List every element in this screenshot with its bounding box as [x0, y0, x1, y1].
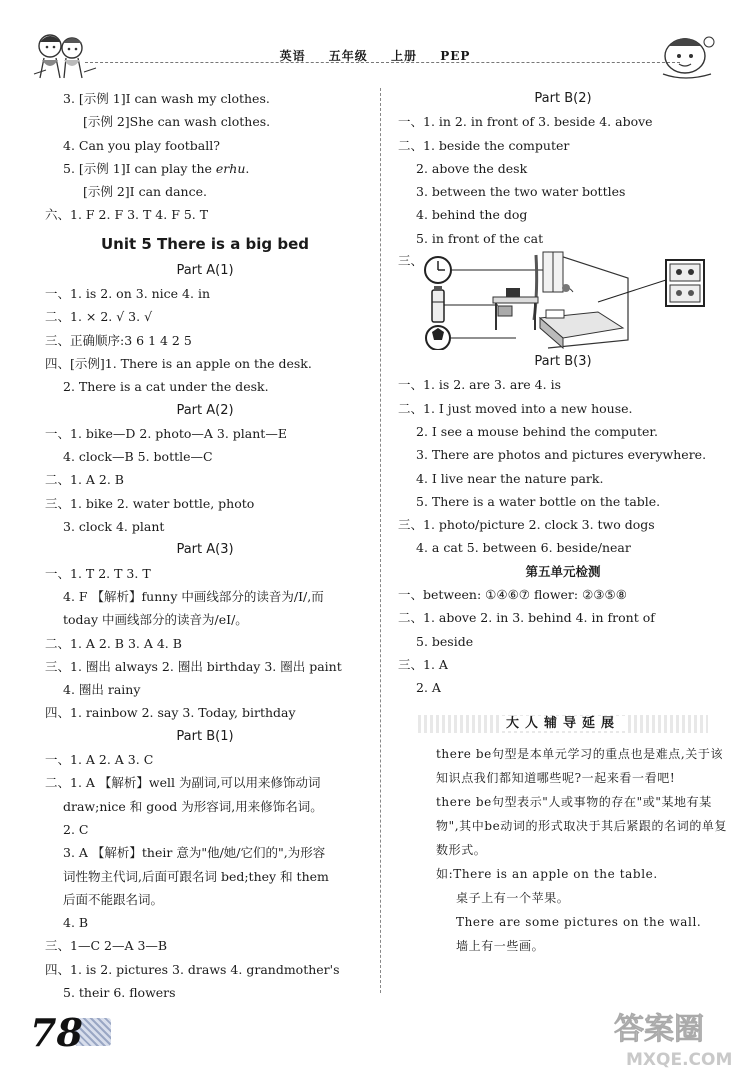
banner-title — [418, 712, 708, 736]
part-title: Part A(1) — [176, 262, 234, 278]
answer-line: 3. A 【解析】their 意为"他/她/它们的",为形容 — [63, 845, 326, 861]
answer-text: . — [245, 160, 250, 176]
answer-line: 三、1. photo/picture 2. clock 3. two dogs — [398, 517, 655, 533]
answer-line: 4. F 【解析】funny 中画线部分的读音为/I/,而 — [63, 588, 324, 604]
page-number: 78 — [30, 1010, 83, 1055]
part-title: Part A(2) — [176, 402, 234, 418]
ball-icon — [426, 326, 450, 350]
bedroom-icon — [493, 252, 628, 348]
answer-line: 二、1. A 2. B — [45, 472, 124, 488]
answer-line: 四、1. rainbow 2. say 3. Today, birthday — [45, 705, 296, 721]
part-title: Part B(1) — [176, 728, 234, 744]
water-bottle-icon — [432, 286, 444, 322]
answer-line: 二、1. beside the computer — [398, 137, 570, 153]
answer-line: 3. There are photos and pictures everywhere. — [416, 447, 707, 463]
answer-line: 4. B — [63, 915, 89, 931]
answer-line: 一、1. in 2. in front of 3. beside 4. above — [398, 114, 653, 130]
answer-line: 后面不能跟名词。 — [63, 891, 164, 907]
part-title: Part B(3) — [534, 354, 592, 370]
answer-italic: erhu — [215, 160, 246, 176]
note-example-translation: 墙上有一些画。 — [456, 938, 545, 953]
right-column — [398, 87, 728, 958]
answer-line: 5. beside — [416, 633, 474, 649]
unit-title: Unit 5 There is a big bed — [100, 234, 310, 253]
banner-label: 大人辅导延展 — [500, 716, 626, 731]
answer-line: 5. in front of the cat — [416, 230, 544, 246]
answer-line: 一、1. bike—D 2. photo—A 3. plant—E — [45, 425, 287, 441]
header-subject: 英语 — [279, 49, 306, 63]
answer-line: 一、1. T 2. T 3. T — [45, 565, 151, 581]
answer-line: 3. between the two water bottles — [416, 184, 626, 200]
answer-line: 3. [示例 1]I can wash my clothes. — [63, 91, 270, 106]
answer-line: 2. I see a mouse behind the computer. — [416, 423, 658, 439]
answer-line: 一、1. is 2. are 3. are 4. is — [398, 377, 561, 393]
part-title: Part B(2) — [534, 91, 592, 106]
cartoon-character-icon — [655, 30, 720, 80]
answer-line: [示例 2]I can dance. — [83, 184, 207, 200]
answer-line: 一、1. is 2. on 3. nice 4. in — [45, 286, 211, 302]
extension-banner — [418, 712, 708, 736]
answer-line: 三、 — [398, 253, 424, 269]
header-title — [0, 47, 750, 64]
answer-line: 二、1. above 2. in 3. behind 4. in front of — [398, 610, 655, 626]
answer-line: 三、1. A — [398, 656, 448, 672]
answer-line: 5. their 6. flowers — [63, 984, 176, 1000]
watermark-line2: MXQE.COM — [626, 1050, 733, 1070]
answer-line: 4. Can you play football? — [63, 137, 220, 153]
part-title: Part A(3) — [176, 542, 234, 558]
note-example: There are some pictures on the wall. — [456, 914, 702, 929]
answer-line: today 中画线部分的读音为/eI/。 — [63, 612, 248, 628]
note-paragraph: there be句型是本单元学习的重点也是难点,关于该知识点我们都知道哪些呢?一起来看一看吧! — [436, 746, 724, 785]
header-volume: 上册 — [391, 49, 418, 63]
note-paragraph: there be句型表示"人或事物的存在"或"某地有某物",其中be动词的形式取决于其后紧跟的名词的单复数形式。 — [436, 794, 728, 857]
page-header — [0, 0, 750, 82]
header-edition: PEP — [440, 49, 471, 63]
answer-line: [示例 2]She can wash clothes. — [83, 114, 271, 130]
grammar-note — [398, 742, 728, 958]
column-divider — [380, 88, 381, 993]
answer-line: 二、1. A 2. B 3. A 4. B — [45, 635, 182, 651]
answer-line: 3. clock 4. plant — [63, 519, 165, 535]
answer-line: 六、1. F 2. F 3. T 4. F 5. T — [45, 207, 209, 223]
answer-line: 词性物主代词,后面可跟名词 bed;they 和 them — [63, 868, 329, 884]
answer-line: 三、1—C 2—A 3—B — [45, 938, 168, 954]
answer-line: 4. behind the dog — [416, 207, 528, 223]
answer-line: 二、1. × 2. √ 3. √ — [45, 309, 153, 325]
answer-line: 二、1. A 【解析】well 为副词,可以用来修饰动词 — [45, 775, 321, 791]
left-column — [45, 87, 365, 1004]
answer-line: 一、1. A 2. A 3. C — [45, 752, 154, 768]
answer-line: 一、between: ①④⑥⑦ flower: ②③⑤⑧ — [398, 587, 627, 603]
answer-line: 二、1. I just moved into a new house. — [398, 400, 633, 416]
answer-line: 三、1. 圈出 always 2. 圈出 birthday 3. 圈出 paint — [45, 658, 342, 674]
answer-line: 三、正确顺序:3 6 1 4 2 5 — [45, 332, 192, 348]
photo-frames-icon — [666, 260, 704, 306]
answer-line: draw;nice 和 good 为形容词,用来修饰名词。 — [63, 798, 323, 814]
room-scene-illustration — [398, 250, 728, 350]
room-scene-figure — [398, 250, 728, 350]
answer-line: 4. I live near the nature park. — [416, 470, 604, 486]
answer-line: 2. C — [63, 821, 89, 837]
answer-line: 4. clock—B 5. bottle—C — [63, 449, 213, 465]
answer-text: 5. [示例 1]I can play the — [63, 160, 216, 176]
answer-line: 四、[示例]1. There is an apple on the desk. — [45, 355, 312, 371]
answer-line — [45, 157, 365, 180]
clock-icon — [425, 257, 451, 283]
answer-line: 2. A — [416, 680, 441, 696]
answer-line: 2. There is a cat under the desk. — [63, 379, 269, 395]
note-example: 如:There is an apple on the table. — [436, 866, 658, 881]
answer-line: 4. a cat 5. between 6. beside/near — [416, 540, 631, 556]
answer-line: 4. 圈出 rainy — [63, 682, 141, 698]
test-title: 第五单元检测 — [525, 563, 601, 579]
answer-line: 四、1. is 2. pictures 3. draws 4. grandmother's — [45, 961, 340, 977]
watermark-logo — [610, 1005, 745, 1073]
answer-line: 2. above the desk — [416, 160, 528, 176]
answer-line: 三、1. bike 2. water bottle, photo — [45, 495, 255, 511]
watermark-line1: 答案圈 — [614, 1012, 704, 1047]
header-grade: 五年级 — [328, 49, 368, 63]
answer-line: 5. There is a water bottle on the table. — [416, 493, 661, 509]
note-example-translation: 桌子上有一个苹果。 — [456, 890, 570, 905]
